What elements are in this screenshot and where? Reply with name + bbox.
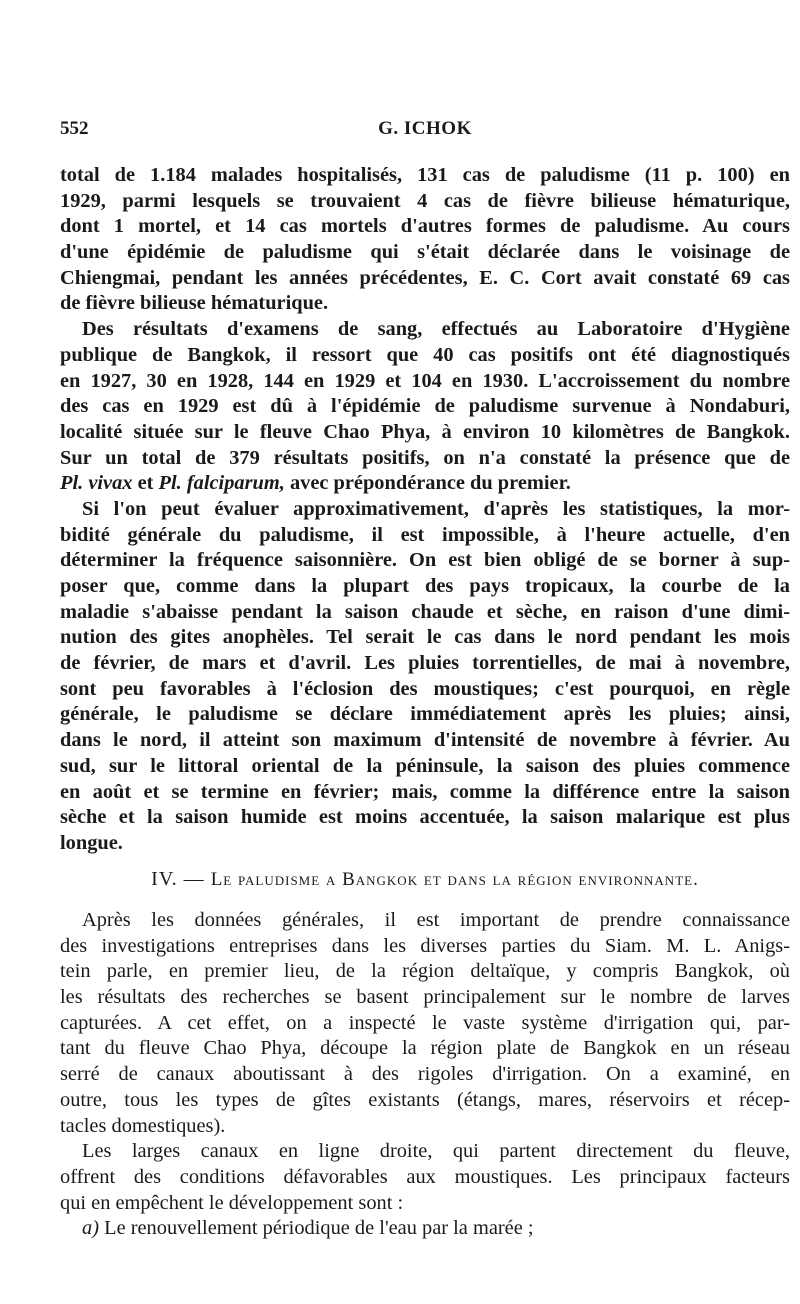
text-line: sèche et la saison humide est moins accentuée, la saison malarique est plus <box>60 806 790 829</box>
section-2-text <box>60 908 790 1242</box>
section-1-text <box>60 163 790 857</box>
text-line: Après les données générales, il est important de prendre connaissance <box>82 909 790 931</box>
text-line: dans le nord, il atteint son maximum d'intensité de novembre à février. Au <box>60 729 790 752</box>
text-line: Sur un total de 379 résultats positifs, on n'a constaté la présence que de <box>60 446 790 469</box>
text-line: en 1927, 30 en 1928, 144 en 1929 et 104 en 1930. L'accroissement du nombre <box>60 369 790 392</box>
text-line: Des résultats d'examens de sang, effectués au Laboratoire d'Hygiène <box>82 318 790 341</box>
text-line: sont peu favorables à l'éclosion des moustiques; c'est pourquoi, en règle <box>60 677 790 700</box>
text-line: localité située sur le fleuve Chao Phya, à environ 10 kilomètres de Bangkok. <box>60 420 790 443</box>
text-line: outre, tous les types de gîtes existants (étangs, mares, réservoirs et récep- <box>60 1088 790 1111</box>
running-title: G. ICHOK <box>378 118 472 139</box>
text-line: qui en empêchent le développement sont : <box>60 1191 404 1214</box>
text-line: Les larges canaux en ligne droite, qui partent directement du fleuve, <box>82 1140 790 1163</box>
list-marker: a) <box>82 1217 99 1240</box>
text-line: 1929, parmi lesquels se trouvaient 4 cas de fièvre bilieuse hématurique, <box>60 189 790 212</box>
species-conjunction: et <box>132 472 159 495</box>
text-line: nution des gites anophèles. Tel serait le cas dans le nord pendant les mois <box>60 626 790 649</box>
text-line: de fièvre bilieuse hématurique. <box>60 292 329 315</box>
text-line: offrent des conditions défavorables aux moustiques. Les principaux facteurs <box>60 1165 790 1188</box>
text-line: tant du fleuve Chao Phya, découpe la région plate de Bangkok en un réseau <box>60 1037 790 1060</box>
text-line: publique de Bangkok, il ressort que 40 cas positifs ont été diagnostiqués <box>60 343 790 366</box>
document-page <box>60 0 790 1304</box>
text-line: de février, de mars et d'avril. Les pluies torrentielles, de mai à novembre, <box>60 652 790 675</box>
text-line: des cas en 1929 est dû à l'épidémie de paludisme survenue à Nondaburi, <box>60 395 790 418</box>
text-line: bidité générale du paludisme, il est impossible, à l'heure actuelle, d'en <box>60 523 790 546</box>
text-line: générale, le paludisme se déclare immédiatement après les pluies; ainsi, <box>60 703 790 726</box>
species-falciparum: Pl. falciparum, <box>158 472 285 495</box>
text-line: sud, sur le littoral oriental de la péninsule, la saison des pluies commence <box>60 754 790 777</box>
text-line: Chiengmai, pendant les années précédentes, E. C. Cort avait constaté 69 cas <box>60 266 790 289</box>
species-rest: avec prépondérance du premier. <box>284 472 571 495</box>
text-line: déterminer la fréquence saisonnière. On est bien obligé de se borner à sup- <box>60 549 790 572</box>
text-line: total de 1.184 malades hospitalisés, 131 cas de paludisme (11 p. 100) en <box>60 164 790 186</box>
list-item <box>60 1216 790 1242</box>
text-line: des investigations entreprises dans les diverses parties du Siam. M. L. Anigs- <box>60 934 790 957</box>
text-line: capturées. A cet effet, on a inspecté le vaste système d'irrigation qui, par- <box>60 1011 790 1034</box>
text-line: Si l'on peut évaluer approximativement, d'après les statistiques, la mor- <box>82 497 790 520</box>
page-number: 552 <box>60 118 89 139</box>
text-line: tein parle, en premier lieu, de la région deltaïque, y compris Bangkok, où <box>60 960 790 983</box>
species-line <box>60 471 790 497</box>
text-line: en août et se termine en février; mais, comme la différence entre la saison <box>60 780 790 803</box>
species-vivax: Pl. vivax <box>60 472 133 495</box>
section-heading <box>60 868 790 891</box>
running-head <box>60 118 790 144</box>
text-line: tacles domestiques). <box>60 1114 226 1137</box>
text-line: maladie s'abaisse pendant la saison chaude et sèche, en raison d'une dimi- <box>60 600 790 623</box>
text-line: d'une épidémie de paludisme qui s'était déclarée dans le voisinage de <box>60 241 790 264</box>
section-title: Le paludisme a Bangkok et dans la région environnante. <box>210 869 699 890</box>
text-line: longue. <box>60 831 123 854</box>
text-line: poser que, comme dans la plupart des pays tropicaux, la courbe de la <box>60 575 790 597</box>
text-line: les résultats des recherches se basent principalement sur le nombre de larves <box>60 986 790 1009</box>
list-item-text: Le renouvellement périodique de l'eau par la marée ; <box>104 1217 534 1240</box>
text-line: serré de canaux aboutissant à des rigoles d'irrigation. On a examiné, en <box>60 1063 790 1086</box>
section-numeral: IV. — <box>151 868 205 890</box>
text-line: dont 1 mortel, et 14 cas mortels d'autres formes de paludisme. Au cours <box>60 215 790 238</box>
